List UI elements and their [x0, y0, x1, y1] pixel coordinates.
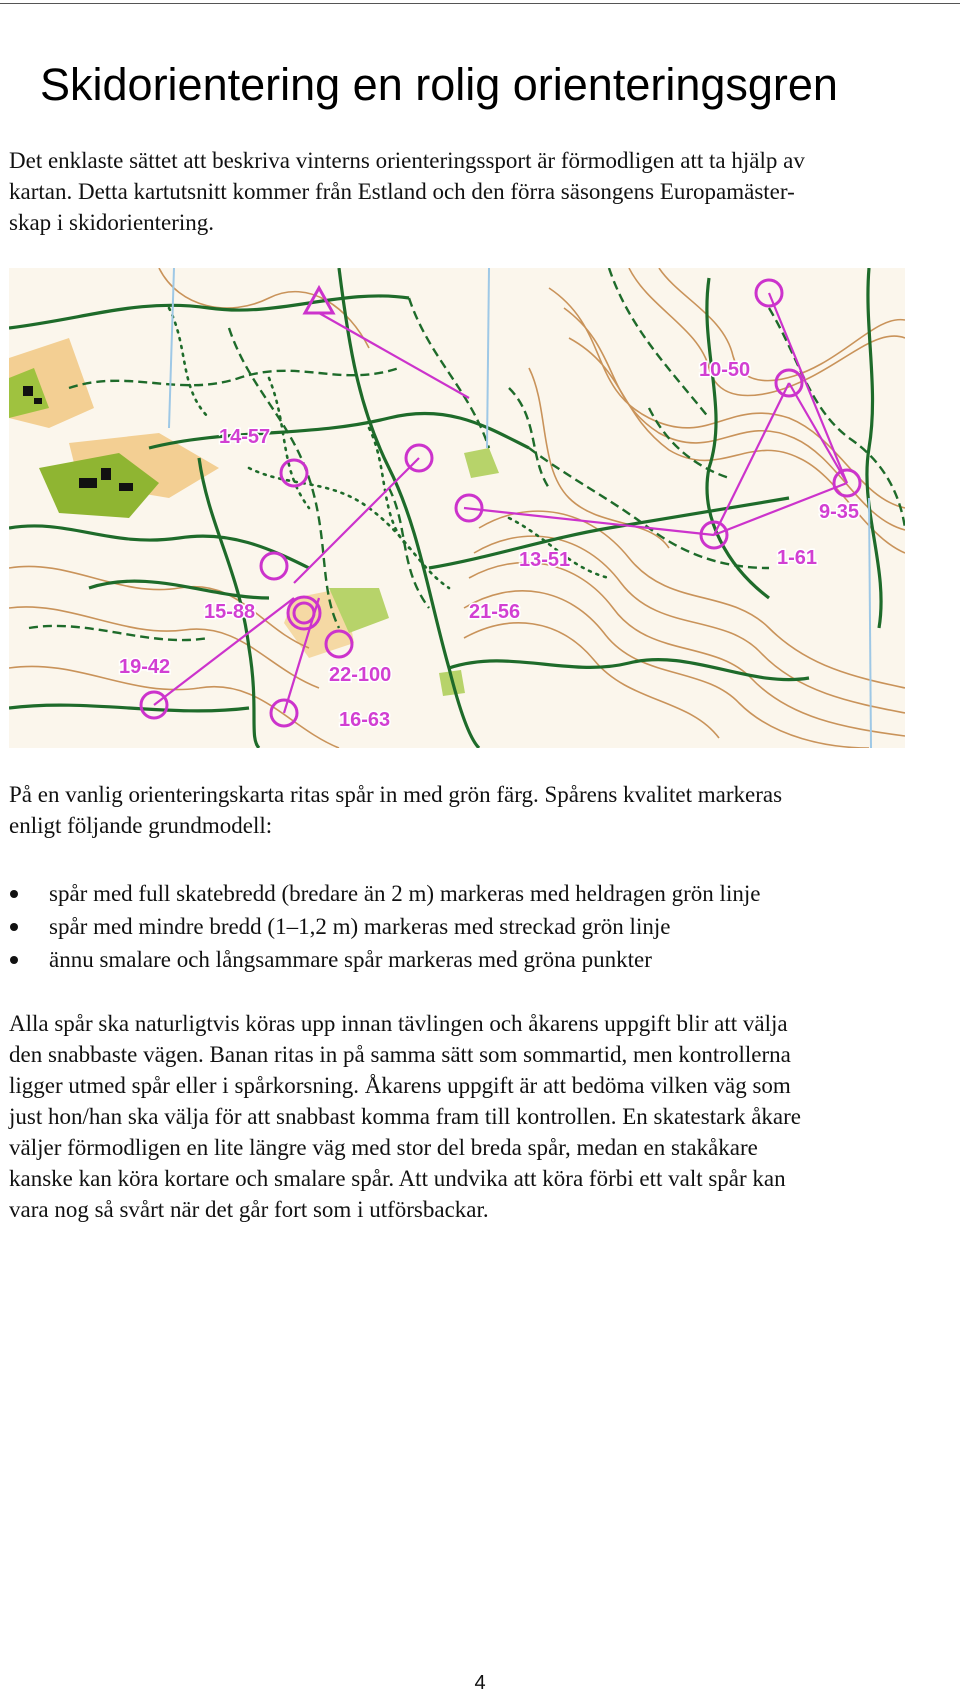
map-label-1-61: 1-61 [777, 547, 818, 569]
orienteering-map [9, 268, 905, 748]
list-item-text: spår med full skatebredd (bredare än 2 m) markeras med heldragen grön linje [49, 881, 761, 906]
map-label-15-88: 15-88 [204, 601, 256, 623]
route-choice-paragraph [9, 1008, 949, 1225]
map-label-19-42: 19-42 [119, 656, 171, 678]
top-rule [0, 3, 960, 4]
paragraph-line: den snabbaste vägen. Banan ritas in på samma sätt som sommartid, men kontrollerna [9, 1042, 791, 1067]
intro-line: kartan. Detta kartutsnitt kommer från Estland och den förra säsongens Europamäster- [9, 179, 795, 204]
map-water [169, 268, 871, 748]
intro-paragraph [9, 145, 949, 238]
map-label-21-56: 21-56 [469, 601, 521, 623]
list-item [0, 943, 760, 976]
bullet-dot [10, 923, 18, 931]
map-trails-dotted [169, 308, 609, 588]
bullet-dot [10, 956, 18, 964]
map-label-13-51: 13-51 [519, 549, 571, 571]
map-label-16-63: 16-63 [339, 709, 391, 731]
map-label-14-57: 14-57 [219, 426, 271, 448]
map-label-22-100: 22-100 [329, 664, 392, 686]
page-title: Skidorientering en rolig orienteringsgren [40, 59, 838, 110]
trail-quality-list [0, 877, 760, 976]
list-item [0, 877, 760, 910]
map-vegetation [464, 448, 499, 478]
map-course-lines [154, 293, 847, 713]
paragraph-line: just hon/han ska välja för att snabbast komma fram till kontrollen. En skatestark åkare [9, 1104, 802, 1129]
map-label-9-35: 9-35 [819, 501, 860, 523]
intro-line: Det enklaste sättet att beskriva vinterns orienteringssport är förmodligen att ta hjälp av [9, 148, 805, 173]
paragraph-line: ligger utmed spår eller i spårkorsning. Åkarens uppgift är att bedöma vilken väg som [9, 1073, 791, 1098]
map-label-10-50: 10-50 [699, 359, 751, 381]
trail-colour-paragraph [9, 779, 949, 841]
paragraph-line: väljer förmodligen en lite längre väg med stor del breda spår, medan en stakåkare [9, 1135, 758, 1160]
intro-line: skap i skidorientering. [9, 210, 215, 235]
paragraph-line: vara nog så svårt när det går fort som i utförsbackar. [9, 1197, 489, 1222]
list-item [0, 910, 760, 943]
list-item-text: ännu smalare och långsammare spår markeras med gröna punkter [49, 947, 652, 972]
paragraph-line: Alla spår ska naturligtvis köras upp innan tävlingen och åkarens uppgift blir att välja [9, 1011, 788, 1036]
paragraph-line: På en vanlig orienteringskarta ritas spår in med grön färg. Spårens kvalitet markeras [9, 782, 783, 807]
page-number: 4 [474, 1672, 486, 1694]
paragraph-line: kanske kan köra kortare och smalare spår. Att undvika att köra förbi ett valt spår kan [9, 1166, 786, 1191]
list-item-text: spår med mindre bredd (1–1,2 m) markeras med streckad grön linje [49, 914, 671, 939]
paragraph-line: enligt följande grundmodell: [9, 813, 273, 838]
bullet-dot [10, 890, 18, 898]
